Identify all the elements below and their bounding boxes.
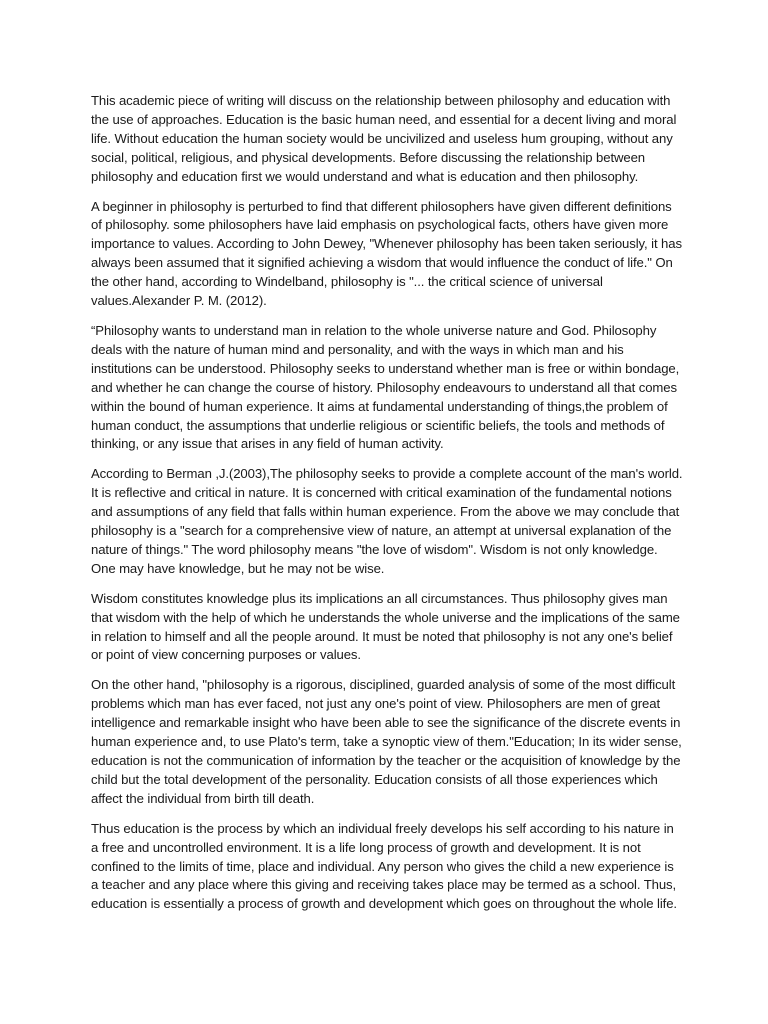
paragraph-wisdom: Wisdom constitutes knowledge plus its implications an all circumstances. Thus philosophy gives man that wisdom with the help of which he understands the whole universe and the implications of the same in relation to himself and all the people around. It must be noted that philosophy is not any one's belief or point of view concerning purposes or values. [91, 590, 680, 663]
paragraph-education-definition: On the other hand, "philosophy is a rigorous, disciplined, guarded analysis of some of the most difficult problems which man has ever faced, not just any one's point of view. Philosophers are men of great intelligence and remarkable insight who have been able to see the significance of the discrete events in human experience and, to use Plato's term, take a synoptic view of them."Education; In its wider sense, education is not the communication of information by the teacher or the acquisition of knowledge by the child but the total development of the personality. Education consists of all those experiences which affect the individual from birth till death. [91, 677, 682, 806]
paragraph-education-process: Thus education is the process by which an individual freely develops his self according to his nature in a free and uncontrolled environment. It is a life long process of growth and development. It is not confined to the limits of time, place and individual. Any person who gives the child a new experience is a teacher and any place where this giving and receiving takes place may be termed as a school. Thus, education is essentially a process of growth and development which goes on throughout the whole life. [91, 820, 677, 912]
paragraph-intro: This academic piece of writing will discuss on the relationship between philosophy and education with the use of approaches. Education is the basic human need, and essential for a decent living and moral life. Without education the human society would be uncivilized and useless hum grouping, without any social, political, religious, and physical developments. Before discussing the relationship between philosophy and education first we would understand and what is education and then philosophy. [91, 93, 677, 184]
paragraph-definitions: A beginner in philosophy is perturbed to find that different philosophers have given different definitions of philosophy. some philosophers have laid emphasis on psychological facts, others have given more importance to values. According to John Dewey, "Whenever philosophy has been taken seriously, it has always been assumed that it signified achieving a wisdom that would influence the conduct of life." On the other hand, according to Windelband, philosophy is "... the critical science of universal values.Alexander P. M. (2012). [91, 198, 682, 309]
paragraph-philosophy-aims: “Philosophy wants to understand man in relation to the whole universe nature and God. Philosophy deals with the nature of human mind and personality, and with the ways in which man and his institutions can be understood. Philosophy seeks to understand whether man is free or within bondage, and whether he can change the course of history. Philosophy endeavours to understand all that comes within the bound of human experience. It aims at fundamental understanding of things,the problem of human conduct, the assumptions that underlie religious or scientific beliefs, the tools and methods of thinking, or any issue that arises in any field of human activity. [91, 322, 680, 452]
document-page [91, 92, 683, 925]
paragraph-berman: According to Berman ,J.(2003),The philosophy seeks to provide a complete account of the man's world. It is reflective and critical in nature. It is concerned with critical examination of the fundamental notions and assumptions of any field that falls within human experience. From the above we may conclude that philosophy is a "search for a comprehensive view of nature, an attempt at universal explanation of the nature of things." The word philosophy means "the love of wisdom". Wisdom is not only knowledge. One may have knowledge, but he may not be wise. [91, 466, 683, 576]
